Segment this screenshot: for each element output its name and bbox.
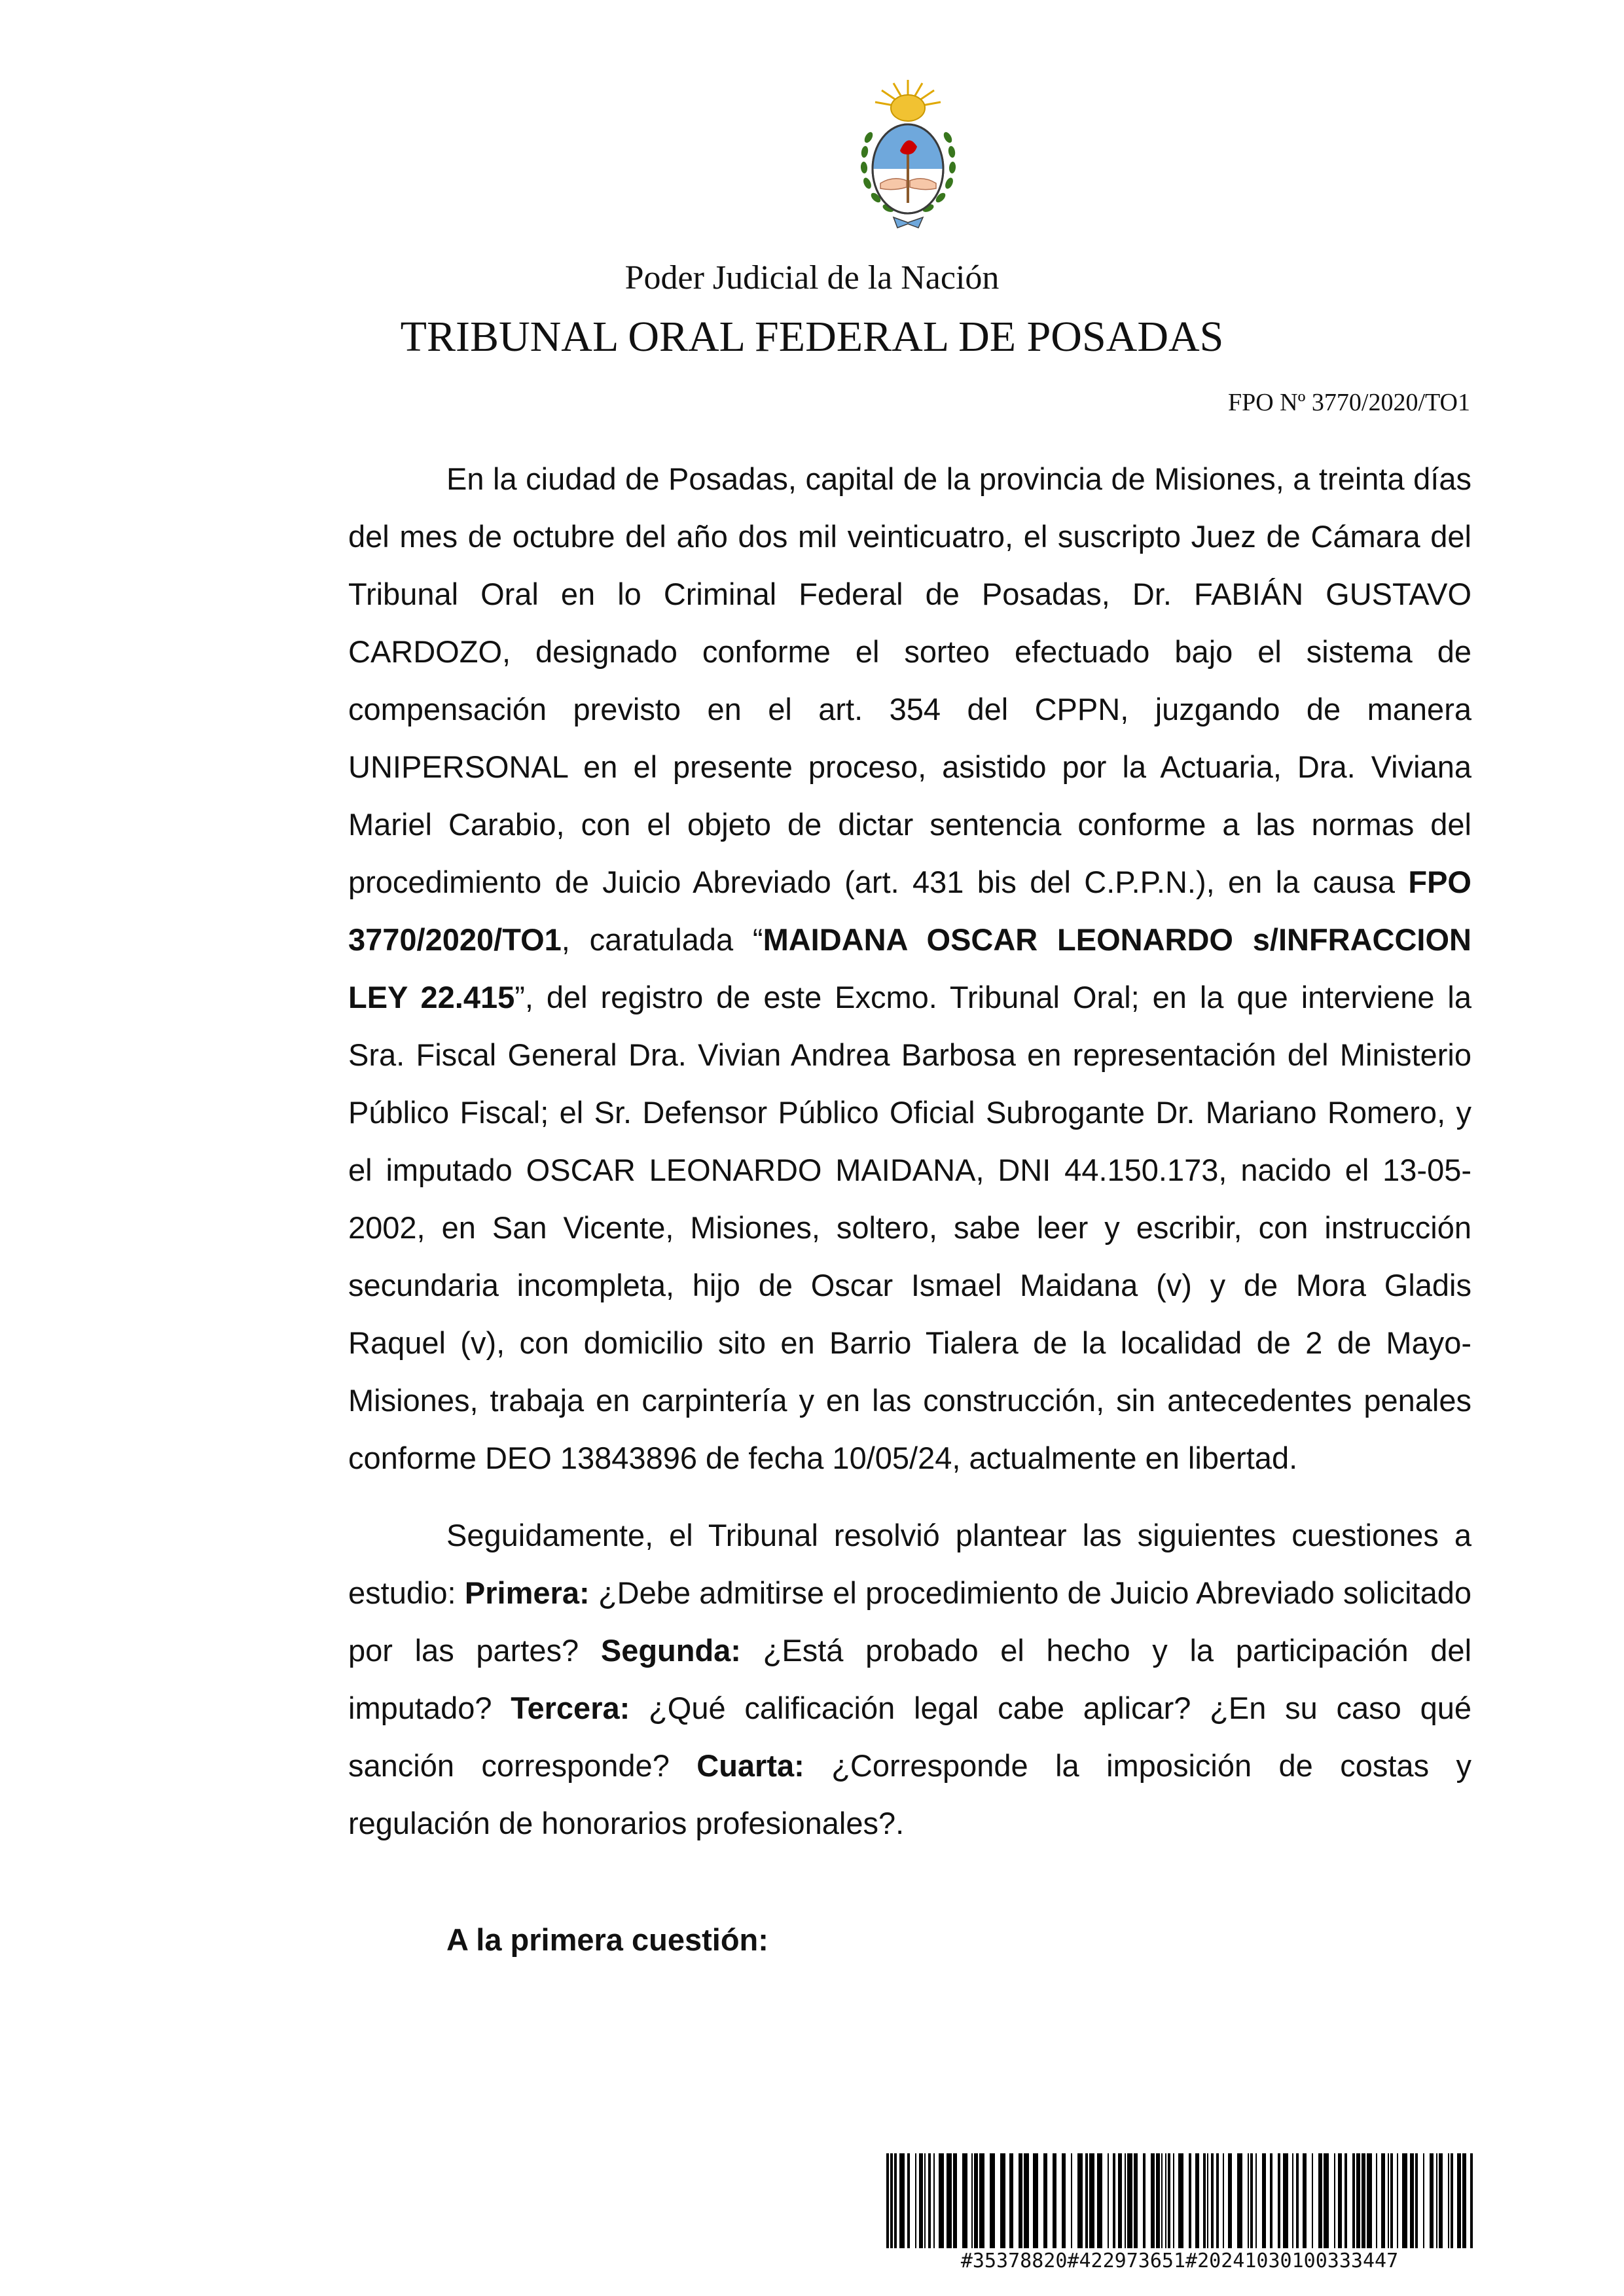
barcode (885, 2153, 1474, 2278)
question-label-1: Primera: (464, 1575, 590, 1610)
paragraph-text: ¿Está probado el hecho y la participación del imputado? (348, 1633, 1472, 1725)
paragraph-questions (348, 1507, 1471, 1852)
question-label-4: Cuarta: (696, 1748, 804, 1783)
file-number: FPO Nº 3770/2020/TO1 (1227, 389, 1470, 416)
question-label-3: Tercera: (511, 1691, 630, 1725)
case-title: MAIDANA OSCAR LEONARDO s/INFRACCION LEY 22.415 (348, 922, 1471, 1014)
paragraph-text: ¿Corresponde la imposición de costas y regulación de honorarios profesionales?. (348, 1748, 1471, 1840)
barcode-number: #35378820#422973651#20241030100333447 (960, 2250, 1399, 2272)
coat-of-arms-icon (854, 79, 962, 236)
paragraph-text: ¿Qué calificación legal cabe aplicar? ¿En su caso qué sanción corresponde? (348, 1691, 1472, 1783)
court-name: TRIBUNAL ORAL FEDERAL DE POSADAS (400, 313, 1224, 361)
paragraph-intro (348, 450, 1471, 1487)
paragraph-text: Seguidamente, el Tribunal resolvió plantear las siguientes cuestiones a estudio: (348, 1518, 1471, 1610)
case-number: FPO 3770/2020/TO1 (348, 865, 1471, 957)
question-label-2: Segunda: (600, 1633, 741, 1668)
document-body (348, 450, 1471, 1852)
paragraph-text: , caratulada “ (561, 922, 763, 957)
barcode-bars-icon (885, 2153, 1474, 2248)
section-heading: A la primera cuestión: (446, 1922, 768, 1957)
institution-name: Poder Judicial de la Nación (624, 259, 1000, 296)
sun-icon (875, 80, 941, 121)
paragraph-text: ”, del registro de este Excmo. Tribunal Oral; en la que interviene la Sra. Fiscal General Dra. Vivian Andrea Barbosa en representación del Ministerio Público Fiscal; el Sr. Defensor Público Oficial Subrogante Dr. Mariano Romero, y el imputado OSCAR LEONARDO MAIDANA, DNI 44.150.173, nacido el 13-05-2002, en San Vicente, Misiones, soltero, sabe leer y escribir, con instrucción secundaria incompleta, hijo de Oscar Ismael Maidana (v) y de Mora Gladis Raquel (v), con domicilio sito en Barrio Tialera de la localidad de 2 de Mayo- Misiones, trabaja en carpintería y en las construcción, sin antecedentes penales conforme DEO 13843896 de fecha 10/05/24, actualmente en libertad. (348, 980, 1471, 1475)
paragraph-text: En la ciudad de Posadas, capital de la provincia de Misiones, a treinta días del mes de octubre del año dos mil veinticuatro, el suscripto Juez de Cámara del Tribunal Oral en lo Criminal Federal de Posadas, Dr. FABIÁN GUSTAVO CARDOZO, designado conforme el sorteo efectuado bajo el sistema de compensación previsto en el art. 354 del CPPN, juzgando de manera UNIPERSONAL en el presente proceso, asistido por la Actuaria, Dra. Viviana Mariel Carabio, con el objeto de dictar sentencia conforme a las normas del procedimiento de Juicio Abreviado (art. 431 bis del C.P.P.N.), en la causa (348, 461, 1471, 899)
paragraph-text: ¿Debe admitirse el procedimiento de Juicio Abreviado solicitado por las partes? (348, 1575, 1471, 1668)
